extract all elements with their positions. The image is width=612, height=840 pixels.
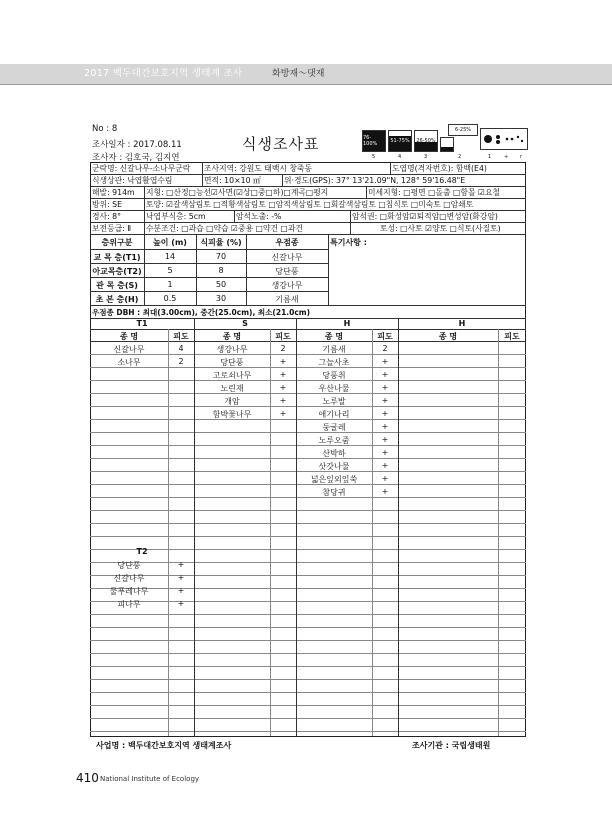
slope: 경사: 8°: [92, 211, 122, 221]
page-number: 410: [76, 771, 99, 785]
site-row-2: [90, 174, 526, 186]
h-cover: 2: [382, 344, 388, 353]
strata-row-h-dominant: 기름새: [275, 295, 299, 304]
s-species: 생강나무: [216, 345, 248, 354]
strata-row-s-dominant: 생강나무: [271, 281, 303, 290]
grid-row-line: [90, 653, 526, 654]
h-species: 우산나물: [318, 384, 350, 393]
group-header-h2: H: [458, 319, 466, 328]
grid-col-line: [168, 329, 169, 736]
survey-no: No : 8: [92, 124, 118, 134]
grid-row-line: [90, 523, 526, 524]
col-species-s: 종 명: [222, 332, 242, 341]
line: [202, 162, 203, 186]
col-cover-h1: 피도: [377, 332, 393, 341]
line: [90, 291, 328, 292]
line: [196, 234, 197, 305]
s-species: 함박꽃나무: [212, 410, 252, 419]
strata-row-t1-cover: 70: [215, 252, 227, 261]
h-species: 기름새: [322, 345, 346, 354]
line: [390, 162, 391, 174]
group-header-s: S: [242, 319, 248, 328]
t2-cover: +: [177, 573, 185, 582]
h-species: 노루오줌: [318, 436, 350, 445]
legend-num-3: 3: [424, 154, 428, 160]
line: [350, 210, 351, 234]
institute-name: National Institute of Ecology: [100, 775, 200, 783]
bedrock: 암석권: □화성암☑퇴적암□변성암(화강암): [352, 211, 498, 221]
col-cover-s: 피도: [275, 332, 291, 341]
line: [246, 234, 247, 305]
cover-legend: [362, 124, 530, 160]
line: [90, 210, 526, 211]
legend-box-76-100: 76-100%: [362, 130, 386, 152]
t2-cover: +: [177, 599, 185, 608]
col-species-t1: 종 명: [119, 332, 139, 341]
t2-cover: +: [177, 560, 185, 569]
grid-col-line: [398, 318, 399, 736]
legend-num-1: 1: [488, 154, 492, 160]
site-row-3: [90, 186, 526, 198]
h-cover: +: [381, 409, 389, 418]
t1-species: 신갈나무: [113, 345, 145, 354]
moisture-condition: 수분조건: □과습 □약습 ☑중용 □약건 □과건: [146, 223, 303, 233]
legend-box-26-50: 26-50%: [414, 130, 438, 152]
h-cover: +: [381, 461, 389, 470]
t2-species: 물푸레나무: [109, 587, 149, 596]
line: [144, 186, 145, 234]
h-species: 넓은잎외잎쑥: [310, 475, 358, 484]
line: [90, 263, 328, 264]
s-species: 당단풍: [220, 358, 244, 367]
dominant-dbh: 우점종 DBH : 최대(3.00cm), 중간(25.0cm), 최소(21.0cm): [92, 308, 311, 317]
t2-label: T2: [136, 547, 148, 556]
s-cover: +: [279, 396, 287, 405]
line: [90, 305, 526, 306]
strata-header-layer: 층위구분: [101, 238, 133, 247]
gps-coordinates: 위·경도(GPS): 37° 13'21.09"N, 128° 59'16.48"E: [284, 175, 466, 185]
h-species: 둥굴레: [322, 423, 346, 432]
h-cover: +: [381, 357, 389, 366]
grid-row-line: [90, 692, 526, 693]
line: [90, 277, 328, 278]
grid-row-line: [90, 666, 526, 667]
strata-header-dominant: 우점종: [275, 238, 299, 247]
legend-box-2: [440, 137, 454, 152]
header-subtitle: 화방재～댓재: [272, 69, 325, 79]
strata-row-t2-dominant: 당단풍: [275, 267, 299, 276]
line: [282, 174, 283, 186]
surveyors: 조사자 : 김호국, 김지연: [92, 153, 180, 163]
strata-row-h-height: 0.5: [163, 294, 177, 303]
site-row-4: [90, 198, 526, 210]
s-cover: +: [279, 370, 287, 379]
legend-num-5: 5: [372, 154, 376, 160]
legend-num-2: 2: [458, 154, 462, 160]
line: [90, 186, 526, 187]
site-row-5: [90, 210, 526, 222]
s-cover: +: [279, 383, 287, 392]
special-notes-label: 특기사항 :: [330, 238, 367, 247]
h-cover: +: [381, 474, 389, 483]
strata-row-h-cover: 30: [215, 294, 227, 303]
site-row-6: [90, 222, 526, 234]
project-name: 사업명 : 백두대간보호지역 생태계조사: [96, 741, 232, 750]
protection-grade: 보전등급: Ⅱ: [92, 223, 132, 233]
col-species-h1: 종 명: [324, 332, 344, 341]
h-species: 당풍취: [322, 371, 346, 380]
h-cover: +: [381, 396, 389, 405]
strata-row-t1-dominant: 신갈나무: [271, 253, 303, 262]
strata-header-cover: 식피율 (%): [200, 238, 242, 247]
h-species: 그늘사초: [318, 358, 350, 367]
strata-row-s-height: 1: [167, 280, 173, 289]
soil-texture: 토성: □사토 ☑양토 □식토(사질토): [380, 223, 501, 233]
line: [234, 210, 235, 222]
t1-species: 소나무: [117, 358, 141, 367]
grid-row-line: [90, 718, 526, 719]
h-cover: +: [381, 383, 389, 392]
h-cover: +: [381, 487, 389, 496]
t1-cover: 4: [178, 344, 184, 353]
legend-box-6-25: 6-25%: [448, 124, 478, 136]
line: [90, 234, 526, 235]
t2-species: 당단풍: [117, 561, 141, 570]
h-species: 애기나리: [318, 410, 350, 419]
t2-species: 신갈나무: [113, 574, 145, 583]
survey-agency: 조사기관 : 국립생태원: [412, 741, 491, 750]
h-cover: +: [381, 448, 389, 457]
grid-row-line: [90, 640, 526, 641]
header-rule: [0, 84, 612, 85]
legend-box-51-75: 51-75%: [388, 130, 412, 152]
legend-dots-icon: [480, 128, 528, 150]
strata-row-t2-layer: 아교목층(T2): [92, 267, 142, 276]
map-number: 도엽명(격자번호): 함백(E4): [392, 163, 487, 173]
strata-header-height: 높이 (m): [153, 238, 187, 247]
h-species: 산박하: [322, 449, 346, 458]
line: [90, 329, 526, 330]
h-cover: +: [381, 422, 389, 431]
s-cover: +: [279, 357, 287, 366]
h-cover: +: [381, 370, 389, 379]
t2-cover: +: [177, 586, 185, 595]
community-name: 군락명: 신갈나무-소나무군락: [92, 163, 191, 173]
line: [144, 234, 145, 305]
s-cover: 2: [280, 344, 286, 353]
altitude: 해발: 914m: [92, 187, 135, 197]
col-species-h2: 종 명: [438, 332, 458, 341]
s-species: 개암: [224, 397, 240, 406]
survey-date: 조사일자 : 2017.08.11: [92, 140, 182, 150]
h-species: 노루발: [322, 397, 346, 406]
legend-num-plus: +: [504, 154, 509, 160]
strata-row-t1-layer: 교 목 층(T1): [93, 253, 141, 262]
h-species: 삿갓나물: [318, 462, 350, 471]
t1-cover: 2: [178, 357, 184, 366]
grid-row-line: [90, 510, 526, 511]
header-title: 2017 백두대간보호지역 생태계 조사: [84, 68, 243, 79]
strata-row-t2-cover: 8: [218, 266, 224, 275]
strata-row-h-layer: 초 본 층(H): [95, 295, 139, 304]
grid-row-line: [90, 679, 526, 680]
legend-num-r: r: [520, 154, 523, 160]
litter-layer: 낙엽부식층: 5cm: [146, 211, 206, 221]
h-species: 참당귀: [322, 488, 346, 497]
s-species: 고로쇠나무: [212, 371, 252, 380]
dots-icon: [481, 129, 527, 149]
line: [366, 186, 367, 198]
line: [90, 249, 328, 250]
rock-exposure: 암석노출: -%: [236, 211, 282, 221]
group-header-t1: T1: [136, 319, 148, 328]
s-cover: +: [279, 409, 287, 418]
strata-row-s-cover: 50: [215, 280, 227, 289]
aspect: 방위: SE: [92, 199, 123, 209]
site-row-1: [90, 162, 526, 174]
legend-num-4: 4: [398, 154, 402, 160]
grid-row-line: [90, 705, 526, 706]
grid-row-line: [90, 536, 526, 537]
plot-area: 면적: 10×10 ㎡: [204, 175, 261, 185]
grid-row-line: [90, 627, 526, 628]
strata-row-t2-height: 5: [167, 266, 173, 275]
s-species: 노린재: [220, 384, 244, 393]
terrain: 지형: □산정□능선☑사면(☑상□중□하)□계곡□평지: [146, 187, 329, 197]
h-cover: +: [381, 435, 389, 444]
line: [90, 222, 526, 223]
t2-species: 피나무: [117, 600, 141, 609]
survey-location: 조사지역: 강원도 태백시 창죽동: [204, 163, 312, 173]
line: [90, 341, 526, 342]
col-cover-t1: 피도: [173, 332, 189, 341]
physiognomy: 식생상관: 낙엽활엽수림: [92, 175, 173, 185]
form-title: 식생조사표: [242, 135, 320, 153]
grid-row-line: [90, 614, 526, 615]
micro-terrain: 미세지형: □평면 □돌출 □함몰 ☑요철: [368, 187, 501, 197]
strata-row-t1-height: 14: [164, 252, 176, 261]
line: [90, 174, 526, 175]
line: [328, 234, 329, 305]
strata-row-s-layer: 관 목 층(S): [96, 281, 138, 290]
group-header-h1: H: [343, 319, 351, 328]
grid-row-line: [90, 731, 526, 732]
line: [90, 198, 526, 199]
grid-col-line: [498, 329, 499, 736]
col-cover-h2: 피도: [504, 332, 520, 341]
soil-type: 토양: ☑갈색삼림토 □적황색삼림토 □암적색삼림토 □회갈색삼림토 □침식토 □미숙토 □암쇄토: [146, 199, 474, 209]
